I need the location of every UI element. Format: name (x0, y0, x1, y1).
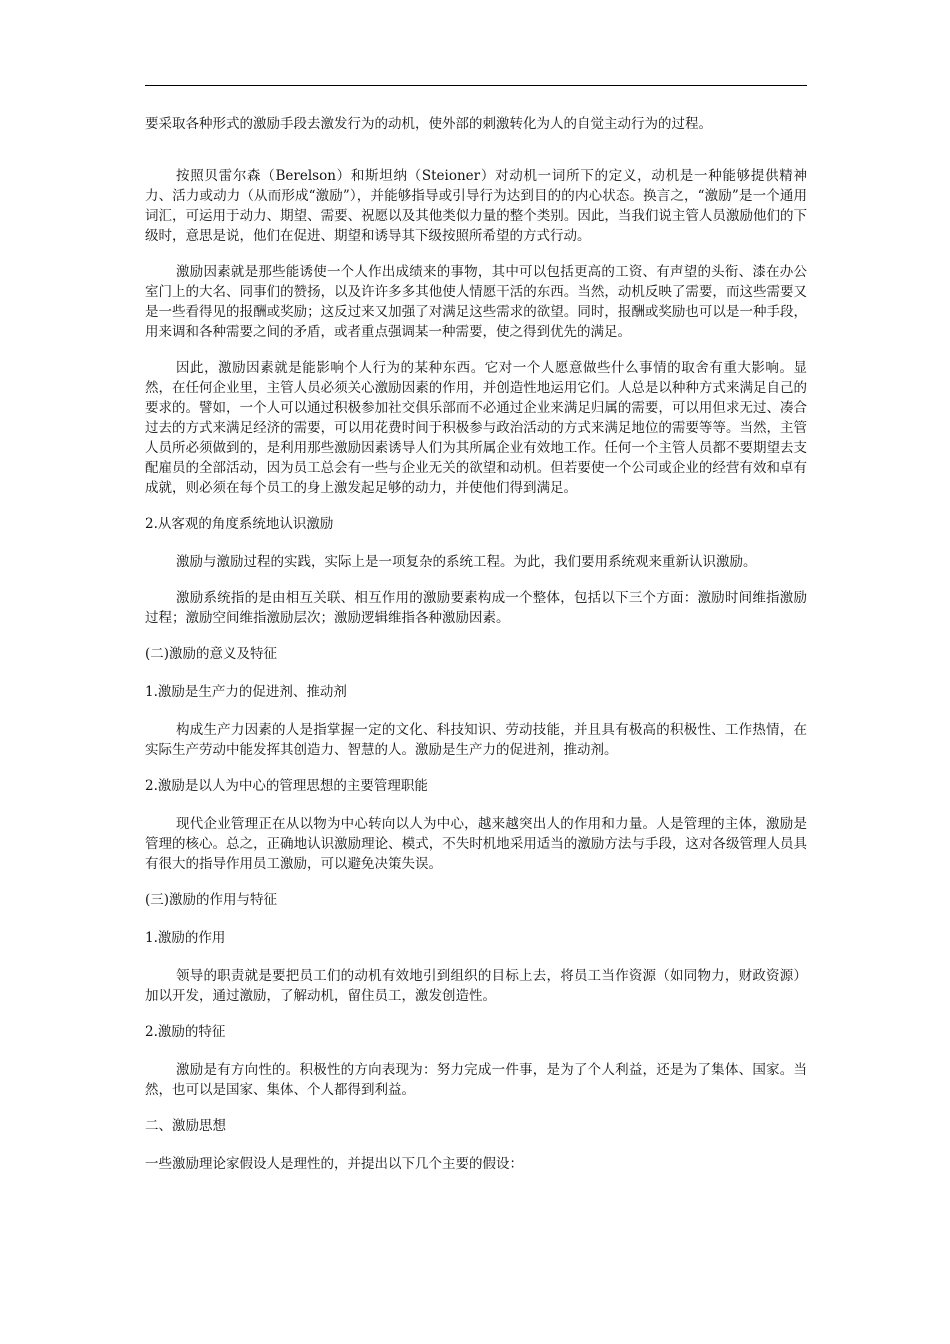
paragraph-direction: 激励是有方向性的。积极性的方向表现为：努力完成一件事，是为了个人利益，还是为了集体、国家。当然，也可以是国家、集体、个人都得到利益。 (145, 1062, 807, 1098)
subsection-heading: 1.激励是生产力的促进剂、推动剂 (145, 684, 347, 700)
document-body (145, 114, 807, 1192)
paragraph-people-centered: 现代企业管理正在从以物为中心转向以人为中心，越来越突出人的作用和力量。人是管理的主体，激励是管理的核心。总之，正确地认识激励理论、模式，不失时机地采用适当的激励方法与手段，这对各级管理人员具有很大的指导作用员工激励，可以避免决策失误。 (145, 816, 807, 872)
header-rule (145, 85, 807, 86)
paragraph-factor-influence: 因此，激励因素就是能影响个人行为的某种东西。它对一个人愿意做些什么事情的取舍有重大影响。显然，在任何企业里，主管人员必须关心激励因素的作用，并创造性地运用它们。人总是以种种方式来满足自己的要求的。譬如，一个人可以通过积极参加社交俱乐部而不必通过企业来满足归属的需要，可以用但求无过、凑合过去的方式来满足经济的需要，可以用花费时间于积极参与政治活动的方式来满足地位的需要等等。当然，主管人员所必须做到的，是利用那些激励因素诱导人们为其所属企业有效地工作。任何一个主管人员都不要期望去支配雇员的全部活动，因为员工总会有一些与企业无关的欲望和动机。但若要使一个公司或企业的经营有效和卓有成就，则必须在每个员工的身上激发起足够的动力，并使他们得到满足。 (145, 360, 807, 496)
paragraph-motivating-factors: 激励因素就是那些能诱使一个人作出成绩来的事物，其中可以包括更高的工资、有声望的头衔、漆在办公室门上的大名、同事们的赞扬，以及许许多多其他使人情愿干活的东西。当然，动机反映了需要，而这些需要又是一些看得见的报酬或奖励；这反过来又加强了对满足这些需求的欲望。同时，报酬或奖励也可以是一种手段，用来调和各种需要之间的矛盾，或者重点强调某一种需要，使之得到优先的满足。 (145, 264, 807, 340)
paragraph-incentive-system: 激励系统指的是由相互关联、相互作用的激励要素构成一个整体，包括以下三个方面：激励时间维指激励过程；激励空间维指激励层次；激励逻辑维指各种激励因素。 (145, 590, 807, 626)
section-heading: (三)激励的作用与特征 (145, 892, 278, 908)
paragraph-productivity: 构成生产力因素的人是指掌握一定的文化、科技知识、劳动技能，并且具有极高的积极性、工作热情，在实际生产劳动中能发挥其创造力、智慧的人。激励是生产力的促进剂，推动剂。 (145, 722, 807, 758)
paragraph-assumptions-intro: 一些激励理论家假设人是理性的，并提出以下几个主要的假设： (145, 1156, 523, 1172)
subsection-heading: 2.激励的特征 (145, 1024, 226, 1040)
paragraph-system-engineering: 激励与激励过程的实践，实际上是一项复杂的系统工程。为此，我们要用系统观来重新认识激励。 (176, 554, 757, 570)
subsection-heading: 1.激励的作用 (145, 930, 226, 946)
paragraph-motivation-definition: 按照贝雷尔森（Berelson）和斯坦纳（Steioner）对动机一词所下的定义，动机是一种能够提供精神力、活力或动力（从而形成“激励”），并能够指导或引导行为达到目的的内心状态。换言之，“激励”是一个通用词汇，可运用于动力、期望、需要、祝愿以及其他类似力量的整个类别。因此，当我们说主管人员激励他们的下级时，意思是说，他们在促进、期望和诱导其下级按照所希望的方式行动。 (145, 168, 807, 244)
chapter-heading: 二、激励思想 (145, 1118, 226, 1134)
section-heading: (二)激励的意义及特征 (145, 646, 278, 662)
paragraph-leader-duty: 领导的职责就是要把员工们的动机有效地引到组织的目标上去，将员工当作资源（如同物力，财政资源）加以开发，通过激励，了解动机，留住员工，激发创造性。 (145, 968, 807, 1004)
subsection-heading: 2.激励是以人为中心的管理思想的主要管理职能 (145, 778, 428, 794)
section-heading: 2.从客观的角度系统地认识激励 (145, 516, 334, 532)
paragraph-continuation: 要采取各种形式的激励手段去激发行为的动机，使外部的刺激转化为人的自觉主动行为的过程。 (145, 116, 712, 132)
